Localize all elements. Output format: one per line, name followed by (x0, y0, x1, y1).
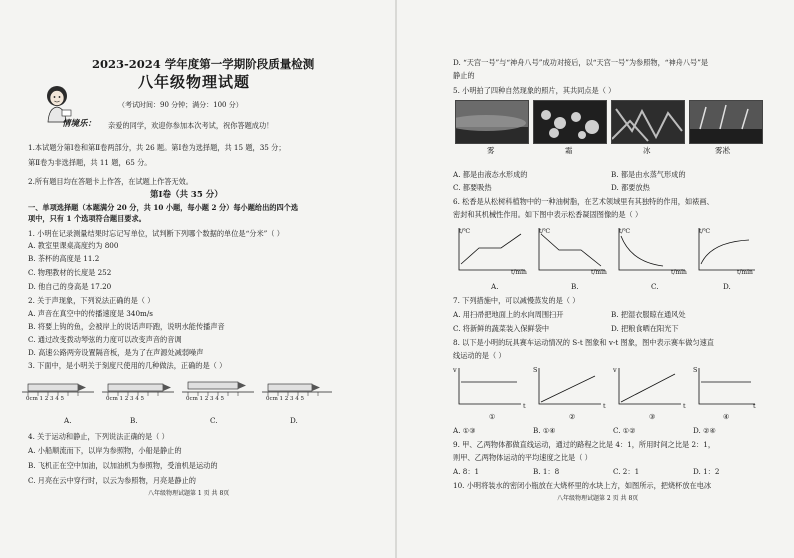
section-title-part1: 第Ⅰ卷（共 35 分） (150, 190, 223, 200)
caption-ice: 冰 (643, 146, 651, 155)
question-4: 4. 关于运动和静止，下列说法正确的是（ ） (28, 432, 169, 441)
q5-option-b: B. 都是由水蒸气形成的 (611, 170, 686, 179)
question-8-cont: 线运动的是（ ） (453, 351, 506, 360)
q8-option-c: C. ①② (613, 426, 636, 435)
q4-option-c: C. 月亮在云中穿行时，以云为参照物，月亮是静止的 (28, 476, 196, 485)
question-6-cont: 密封和其机械性作用。如下图中表示松香凝固图像的是（ ） (453, 210, 643, 219)
q6-option-a: A. (491, 282, 499, 291)
q8-t-axis-1: t (523, 402, 526, 410)
q2-option-c: C. 通过改变拨动琴弦的力度可以改变声音的音调 (28, 335, 182, 344)
question-7: 7. 下列措施中，可以减慢蒸发的是（ ） (453, 296, 580, 305)
ruler-ticks-c: 0cm 1 2 3 4 5 (186, 396, 225, 402)
caption-frost: 霜 (565, 146, 573, 155)
q4-option-d-cont: 静止的 (453, 71, 475, 80)
page-2-footer: 八年级物理试题第 2 页 共 8页 (557, 495, 639, 502)
q8-graph-label-1: ① (489, 412, 496, 421)
caption-fog: 雾 (487, 146, 495, 155)
q7-option-a: A. 用扫帚把地面上的水向周围扫开 (453, 310, 564, 319)
q6-a-y-axis: t/℃ (459, 228, 471, 235)
ruler-figure-d (262, 384, 332, 392)
q8-axis-3: v (613, 366, 617, 374)
instruction-1b: 第Ⅱ卷为非选择题，共 11 题，65 分。 (28, 158, 152, 167)
q5-option-a: A. 都是由液态水形成的 (453, 170, 528, 179)
question-1: 1. 小明在记录测量结果时忘记写单位，试判断下列哪个数据的单位是“分米”（ ） (28, 229, 284, 238)
exam-main-title: 八年级物理试题 (138, 73, 251, 91)
q6-c-y-axis: t/℃ (619, 228, 631, 235)
q5-option-d: D. 都要放热 (611, 183, 650, 192)
instruction-1: 1.本试题分第Ⅰ卷和第Ⅱ卷两部分，共 26 题。第Ⅰ卷为选择题，共 15 题，35 分； (28, 143, 286, 152)
q2-option-b: B. 将要上钩的鱼，会被岸上的说话声吓跑，说明水能传播声音 (28, 322, 225, 331)
q3-option-b: B. (130, 416, 138, 425)
question-2: 2. 关于声现象，下列说法正确的是（ ） (28, 296, 155, 305)
q9-option-b: B. 1：8 (533, 467, 560, 476)
instruction-2: 2.所有题目均在答题卡上作答，在试题上作答无效。 (28, 177, 193, 186)
q8-axis-4: S (693, 366, 698, 374)
q3-option-d: D. (290, 416, 298, 425)
q2-option-d: D. 高速公路两旁设置隔音板，是为了在声源处减弱噪声 (28, 348, 204, 357)
q8-t-axis-2: t (603, 402, 606, 410)
q6-option-d: D. (723, 282, 731, 291)
q8-t-axis-4: t (753, 402, 756, 410)
question-6: 6. 松香是从松树科植物中的一种油树脂，在艺术领域里有其独特的作用，如裱画、 (453, 197, 714, 206)
q6-option-c: C. (651, 282, 659, 291)
photo-ice (611, 100, 685, 144)
question-8: 8. 以下是小明的玩具赛车运动情况的 S-t 图象和 v-t 图象，图中表示赛车做匀速直 (453, 338, 714, 347)
q3-option-c: C. (210, 416, 218, 425)
question-5: 5. 小明拍了四种自然现象的照片，其共同点是（ ） (453, 86, 616, 95)
question-10: 10. 小明将装水的密闭小瓶放在大烧杯里的水块上方，如图所示，把烧杯放在电冰 (453, 481, 712, 490)
exam-year-title: 2023-2024 学年度第一学期阶段质量检测 (92, 57, 315, 71)
q6-a-x-axis: t/min (511, 269, 527, 276)
q9-option-a: A. 8：1 (453, 467, 480, 476)
q4-option-a: A. 小船顺流而下，以岸为参照物，小船是静止的 (28, 446, 182, 455)
q1-option-d: D. 他自己的身高是 17.20 (28, 282, 112, 291)
q2-option-a: A. 声音在真空中的传播速度是 340m/s (28, 309, 153, 318)
question-3: 3. 下面中，是小明关于刻度尺使用的几种做法，正确的是（ ） (28, 361, 227, 370)
photo-rime (689, 100, 763, 144)
q8-axis-1: v (453, 366, 457, 374)
q4-option-d: D. “天宫一号”与“神舟八号”成功对接后，以“天宫一号”为参照物，“神舟八号”是 (453, 58, 709, 67)
q4-option-b: B. 飞机正在空中加油，以加油机为参照物，受油机是运动的 (28, 461, 218, 470)
q6-b-y-axis: t/℃ (539, 228, 551, 235)
q7-option-b: B. 把湿衣服晾在通风处 (611, 310, 686, 319)
q1-option-b: B. 茶杯的高度是 11.2 (28, 254, 100, 263)
caption-rime: 雾凇 (715, 146, 730, 155)
q7-option-c: C. 将新鲜的蔬菜装入保鲜袋中 (453, 324, 550, 333)
page-1-footer: 八年级物理试题第 1 页 共 8页 (148, 490, 230, 497)
ruler-ticks-a: 0cm 1 2 3 4 5 (26, 396, 65, 402)
photo-fog (455, 100, 529, 144)
ruler-figure-b (102, 384, 174, 392)
q6-d-x-axis: t/min (737, 269, 753, 276)
q7-option-d: D. 把粮食晒在阳光下 (611, 324, 679, 333)
ruler-ticks-d: 0cm 1 2 3 4 5 (266, 396, 305, 402)
q8-graph-label-4: ④ (723, 412, 730, 421)
q6-c-x-axis: t/min (671, 269, 687, 276)
q8-axis-2: S (533, 366, 538, 374)
q8-graph-label-3: ③ (649, 412, 656, 421)
photo-frost (533, 100, 607, 144)
q5-option-c: C. 都要吸热 (453, 183, 492, 192)
q9-option-d: D. 1：2 (693, 467, 720, 476)
greeting-text: 亲爱的同学，欢迎你参加本次考试，祝你答题成功！ (108, 121, 274, 130)
q8-option-a: A. ①③ (453, 426, 476, 435)
ruler-figure-c (182, 382, 254, 392)
q8-option-b: B. ①④ (533, 426, 556, 435)
page-2 (397, 0, 794, 558)
q8-option-d: D. ②④ (693, 426, 716, 435)
part1-heading: 一、单项选择题（本题满分 20 分，共 10 小题，每小题 2 分）每小题给出的四个选 (28, 203, 299, 212)
student-cartoon-icon (40, 84, 74, 124)
ruler-ticks-b: 0cm 1 2 3 4 5 (106, 396, 145, 402)
q6-option-b: B. (571, 282, 579, 291)
q1-option-c: C. 物理教材的长度是 252 (28, 268, 112, 277)
q6-b-x-axis: t/min (591, 269, 607, 276)
question-9: 9. 甲、乙两物体都做直线运动，通过的路程之比是 4：1，所用时间之比是 2：1， (453, 440, 716, 449)
q9-option-c: C. 2：1 (613, 467, 640, 476)
q6-d-y-axis: t/℃ (699, 228, 711, 235)
q8-graph-label-2: ② (569, 412, 576, 421)
greeting-label: 情境乐： (62, 119, 97, 129)
q8-t-axis-3: t (683, 402, 686, 410)
ruler-figure-a (22, 384, 94, 392)
q1-option-a: A. 教室里课桌高度约为 800 (28, 241, 119, 250)
question-9-cont: 则甲、乙两物体运动的平均速度之比是（ ） (453, 453, 592, 462)
part1-heading-cont: 项中，只有 1 个选项符合题目要求。 (28, 214, 146, 223)
q3-option-a: A. (64, 416, 72, 425)
exam-info: （考试时间：90 分钟；满分：100 分） (118, 101, 243, 109)
